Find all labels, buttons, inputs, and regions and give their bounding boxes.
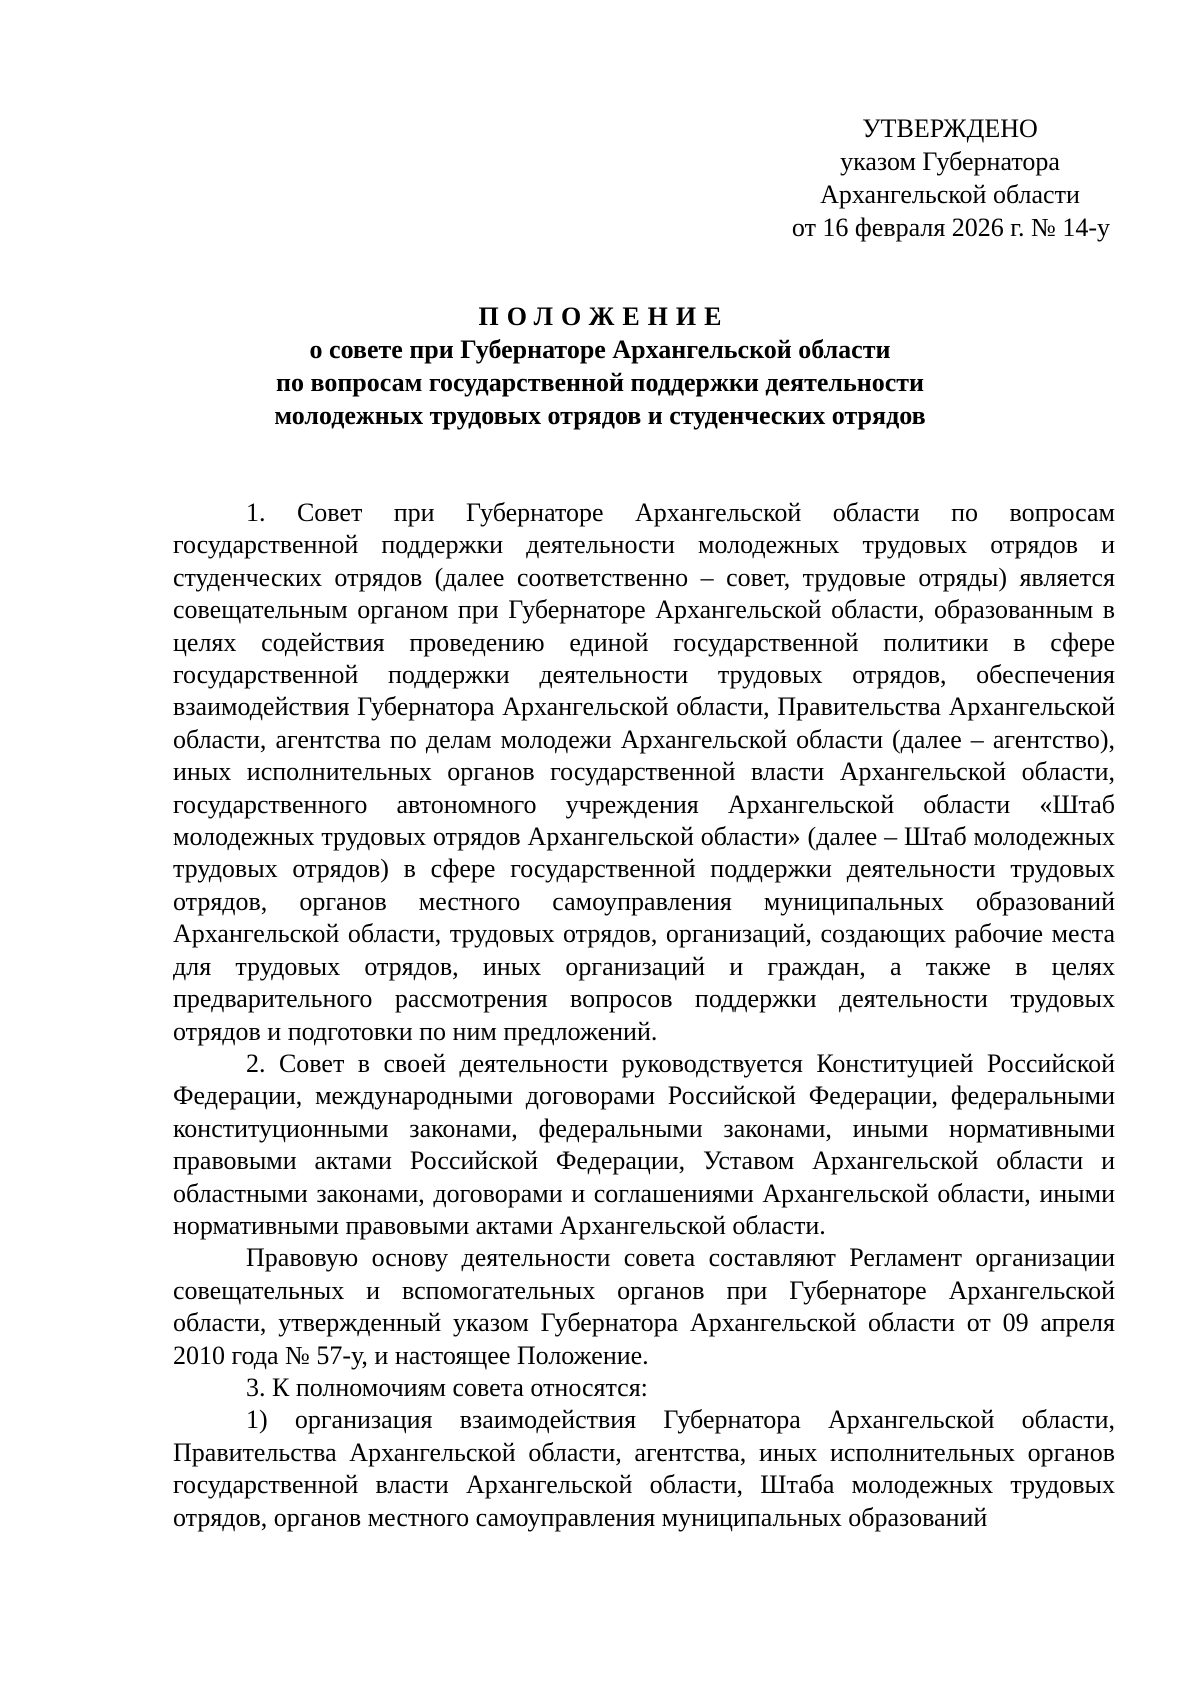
- document-body: [173, 497, 1115, 1534]
- document-title-line-1: о совете при Губернаторе Архангельской области: [309, 335, 891, 364]
- document-type-heading: ПОЛОЖЕНИЕ: [478, 302, 730, 331]
- document-title: [120, 300, 1080, 432]
- paragraph-legal-basis: Правовую основу деятельности совета составляют Регламент организации совещательных и вспомогательных органов при Губернаторе Архангельской области, утвержденный указом Губернатора Архангельской области от 09 апреля 2010 года № 57-у, и настоящее Положение.: [173, 1243, 1115, 1370]
- approval-stamp: [740, 112, 1160, 244]
- approval-heading: УТВЕРЖДЕНО: [862, 114, 1038, 143]
- document-title-line-2: по вопросам государственной поддержки деятельности: [275, 368, 925, 397]
- paragraph-2: 2. Совет в своей деятельности руководствуется Конституцией Российской Федерации, международными договорами Российской Федерации, федеральными конституционными законами, федеральными законами, иными нормативными правовыми актами Российской Федерации, Уставом Архангельской области и областными законами, договорами и соглашениями Архангельской области, иными нормативными правовыми актами Архангельской области.: [173, 1048, 1115, 1240]
- approval-date-line: от 16 февраля 2026 г. № 14-у: [791, 213, 1110, 242]
- document-title-line-3: молодежных трудовых отрядов и студенческих отрядов: [274, 401, 926, 430]
- paragraph-3: 3. К полномочиям совета относятся:: [246, 1372, 648, 1402]
- paragraph-3-item-1: 1) организация взаимодействия Губернатора Архангельской области, Правительства Архангельской области, агентства, иных исполнительных органов государственной власти Архангельской области, Штаба молодежных трудовых отрядов, органов местного самоуправления муниципальных образований: [173, 1405, 1115, 1532]
- approval-region-line: Архангельской области: [820, 180, 1080, 209]
- approval-decree-line: указом Губернатора: [840, 147, 1060, 176]
- paragraph-1: 1. Совет при Губернаторе Архангельской области по вопросам государственной поддержки деятельности молодежных трудовых отрядов и студенческих отрядов (далее соответственно – совет, трудовые отряды) является совещательным органом при Губернаторе Архангельской области, образованным в целях содействия проведению единой государственной политики в сфере государственной поддержки деятельности трудовых отрядов, обеспечения взаимодействия Губернатора Архангельской области, Правительства Архангельской области, агентства по делам молодежи Архангельской области (далее – агентство), иных исполнительных органов государственной власти Архангельской области, государственного автономного учреждения Архангельской области «Штаб молодежных трудовых отрядов Архангельской области» (далее – Штаб молодежных трудовых отрядов) в сфере государственной поддержки деятельности трудовых отрядов, органов местного самоуправления муниципальных образований Архангельской области, трудовых отрядов, организаций, создающих рабочие места для трудовых отрядов, иных организаций и граждан, а также в целях предварительного рассмотрения вопросов поддержки деятельности трудовых отрядов и подготовки по ним предложений.: [173, 498, 1115, 1046]
